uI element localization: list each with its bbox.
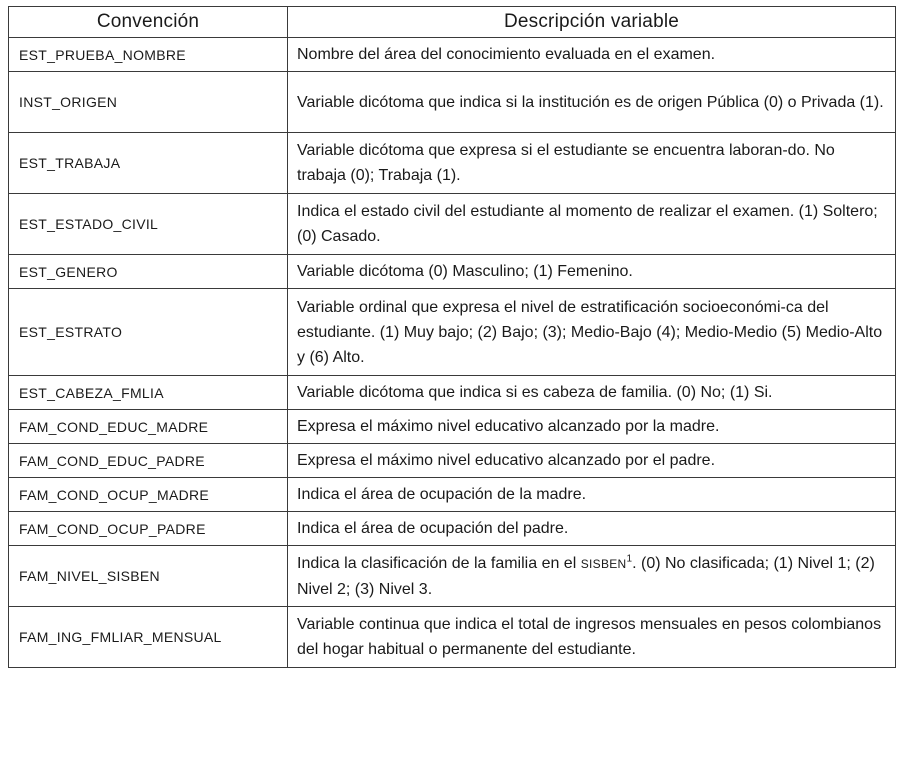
description-cell: Expresa el máximo nivel educativo alcanzado por el padre. (288, 444, 896, 478)
table-row (9, 376, 896, 410)
description-cell: Variable continua que indica el total de ingresos mensuales en pesos colombianos del hogar habitual o permanente del estudiante. (288, 607, 896, 668)
table-row (9, 255, 896, 289)
table-row (9, 478, 896, 512)
convention-cell: FAM_COND_EDUC_PADRE (9, 444, 288, 478)
convention-cell: FAM_COND_OCUP_PADRE (9, 512, 288, 546)
table-row (9, 546, 896, 607)
description-cell: Variable dicótoma que indica si es cabeza de familia. (0) No; (1) Si. (288, 376, 896, 410)
description-cell: Nombre del área del conocimiento evaluada en el examen. (288, 38, 896, 72)
convention-cell: FAM_ING_FMLIAR_MENSUAL (9, 607, 288, 668)
table-row (9, 410, 896, 444)
sisben-acronym: SISBEN (580, 556, 627, 571)
convention-cell: EST_ESTADO_CIVIL (9, 194, 288, 255)
description-cell: Variable dicótoma que expresa si el estudiante se encuentra laboran-do. No trabaja (0); Trabaja (1). (288, 133, 896, 194)
table-row (9, 194, 896, 255)
convention-cell: FAM_COND_EDUC_MADRE (9, 410, 288, 444)
table-row (9, 133, 896, 194)
description-cell: Expresa el máximo nivel educativo alcanzado por la madre. (288, 410, 896, 444)
convention-cell: FAM_NIVEL_SISBEN (9, 546, 288, 607)
table-row (9, 289, 896, 376)
description-text: . (0) No clasificada; (1) Nivel 1; (2) Nivel 2; (3) Nivel 3. (297, 554, 875, 598)
table-row (9, 38, 896, 72)
convention-cell: INST_ORIGEN (9, 72, 288, 133)
description-cell: Indica el área de ocupación del padre. (288, 512, 896, 546)
table-row (9, 607, 896, 668)
table-header-row (9, 7, 896, 38)
table-row (9, 512, 896, 546)
description-cell: Indica el área de ocupación de la madre. (288, 478, 896, 512)
description-cell (288, 546, 896, 607)
convention-cell: EST_CABEZA_FMLIA (9, 376, 288, 410)
description-cell: Variable dicótoma que indica si la institución es de origen Pública (0) o Privada (1). (288, 72, 896, 133)
variables-table (8, 6, 896, 668)
table-row (9, 444, 896, 478)
convention-cell: EST_PRUEBA_NOMBRE (9, 38, 288, 72)
header-description: Descripción variable (288, 7, 896, 38)
table-row (9, 72, 896, 133)
header-convention: Convención (9, 7, 288, 38)
description-cell: Indica el estado civil del estudiante al momento de realizar el examen. (1) Soltero; (0) Casado. (288, 194, 896, 255)
convention-cell: FAM_COND_OCUP_MADRE (9, 478, 288, 512)
footnote-mark: 1 (626, 553, 633, 565)
convention-cell: EST_TRABAJA (9, 133, 288, 194)
convention-cell: EST_GENERO (9, 255, 288, 289)
description-cell: Variable dicótoma (0) Masculino; (1) Femenino. (288, 255, 896, 289)
convention-cell: EST_ESTRATO (9, 289, 288, 376)
description-cell: Variable ordinal que expresa el nivel de estratificación socioeconómi-ca del estudiante. (1) Muy bajo; (2) Bajo; (3); Medio-Bajo (4); Medio-Medio (5) Medio-Alto y (6) Alto. (288, 289, 896, 376)
description-text: Indica la clasificación de la familia en el (297, 554, 581, 572)
